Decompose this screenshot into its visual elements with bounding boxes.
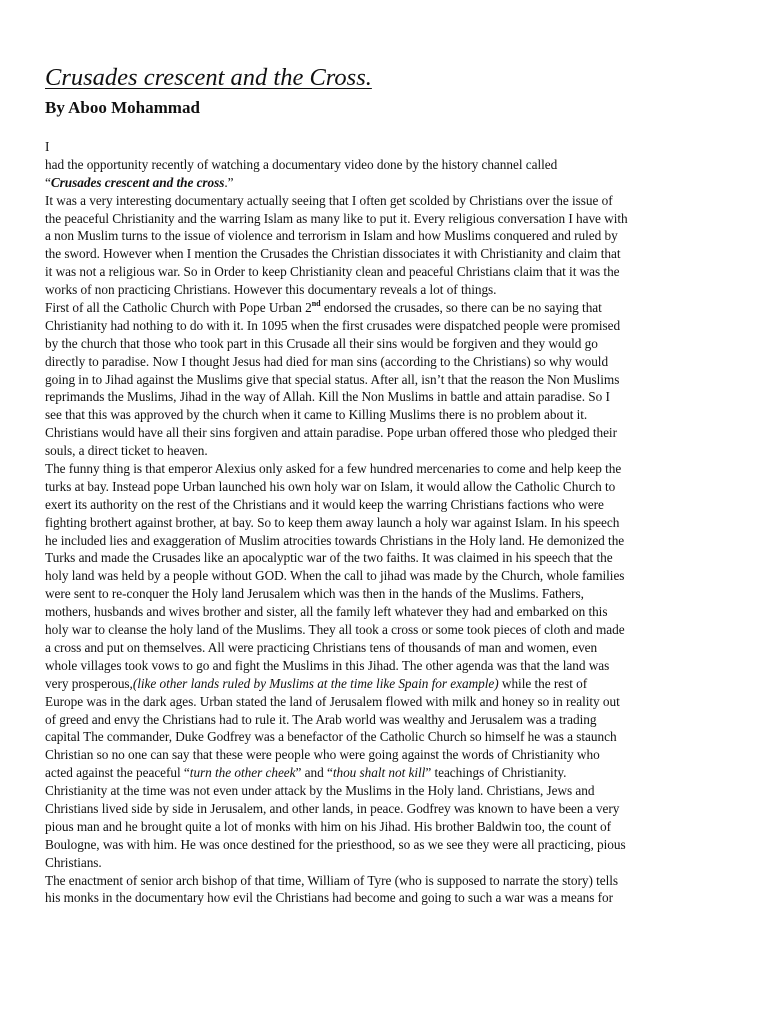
text-segment: while the rest of [498, 675, 588, 691]
text-line: mothers, husbands and wives brother and sister, all the family left whatever they had and embarked on this [45, 604, 608, 620]
drop-letter: I [45, 139, 50, 154]
text-line: Christianity at the time was not even under attack by the Muslims in the Holy land. Christians, Jews and [45, 783, 595, 799]
text-segment: First of all the Catholic Church with Pope Urban 2 [45, 300, 312, 316]
text-line: the sword. However when I mention the Crusades the Christian dissociates it with Christianity and claim that [45, 246, 621, 262]
text-segment: endorsed the crusades, so there can be no saying that [320, 300, 602, 316]
documentary-title: Crusades crescent and the cross [50, 174, 225, 190]
text-line: going in to Jihad against the Muslims give that special status. After all, isn’t that the reason the Non Muslims [45, 371, 620, 387]
text-line: works of non practicing Christians. However this documentary reveals a lot of things. [45, 282, 497, 298]
text-line: whole villages took vows to go and fight the Muslims in this Jihad. The other agenda was that the land was [45, 657, 610, 673]
text-line: capital The commander, Duke Godfrey was a benefactor of the Catholic Church so himself he was a staunch [45, 729, 617, 745]
text-segment: very prosperous, [45, 675, 133, 691]
text-line: Christians. [45, 854, 102, 870]
text-line: reprimands the Muslims, Jihad in the way of Allah. Kill the Non Muslims in battle and attain paradise. So I [45, 389, 610, 405]
text-line: Christian so no one can say that these were people who were going against the words of Christianity who [45, 747, 600, 763]
text-line: The enactment of senior arch bishop of that time, William of Tyre (who is supposed to narrate the story) tells [45, 872, 619, 888]
text-line [45, 299, 713, 317]
text-segment: acted against the peaceful “ [45, 765, 190, 781]
text-line: by the church that those who took part in this Crusade all their sins would be forgiven and they would go [45, 335, 598, 351]
author-byline: By Aboo Mohammad [45, 98, 200, 117]
text-line: the peaceful Christianity and the warring Islam as many like to put it. Every religious conversation I have with [45, 210, 628, 226]
text-line: pious man and he brought quite a lot of monks with him on his Jihad. His brother Baldwin too, the count of [45, 818, 612, 834]
text-line: Christians would have all their sins forgiven and attain paradise. Pope urban offered those who pledged their [45, 425, 617, 441]
document-page [45, 62, 713, 907]
text-line: his monks in the documentary how evil the Christians had become and going to such a war was a means for [45, 890, 613, 906]
documentary-title-line [45, 174, 713, 192]
text-line: The funny thing is that emperor Alexius only asked for a few hundred mercenaries to come and help keep the [45, 461, 622, 477]
text-line: fighting brothert against brother, at bay. So to keep them away launch a holy war against Islam. In his speech [45, 514, 620, 530]
text-segment: ” and “ [295, 765, 333, 781]
text-line: had the opportunity recently of watching a documentary video done by the history channel called [45, 156, 558, 172]
text-segment: ” teachings of Christianity. [425, 765, 567, 781]
text-line: a non Muslim turns to the issue of violence and terrorism in Islam and how Muslims conquered and ruled by [45, 228, 618, 244]
text-line: of greed and envy the Christians had to rule it. The Arab world was wealthy and Jerusalem was a trading [45, 711, 597, 727]
italic-aside: (like other lands ruled by Muslims at the time like Spain for example) [132, 675, 499, 691]
text-line: it was not a religious war. So in Order to keep Christianity clean and peaceful Christians claim that it was the [45, 264, 620, 280]
text-line: turks at bay. Instead pope Urban launched his own holy war on Islam, it would allow the Catholic Church to [45, 478, 616, 494]
italic-quote: turn the other cheek [189, 765, 296, 781]
text-line [45, 675, 713, 693]
ordinal-superscript: nd [311, 299, 321, 309]
text-line: souls, a direct ticket to heaven. [45, 443, 208, 459]
text-line: Christians lived side by side in Jerusalem, and other lands, in peace. Godfrey was known to have been a very [45, 800, 620, 816]
text-line: It was a very interesting documentary actually seeing that I often get scolded by Christians over the issue of [45, 192, 613, 208]
text-line: directly to paradise. Now I thought Jesus had died for man sins (according to the Christians) so why would [45, 353, 609, 369]
text-line: holy war to cleanse the holy land of the Muslims. They all took a cross or some took pieces of cloth and made [45, 622, 625, 638]
text-line: see that this was approved by the church when it came to Killing Muslims there is no problem about it. [45, 407, 588, 423]
text-line: Turks and made the Crusades like an apocalyptic war of the two faiths. It was claimed in his speech that the [45, 550, 613, 566]
document-body [45, 138, 713, 907]
text-line: holy land was held by a people without GOD. When the call to jihad was made by the Church, whole families [45, 568, 625, 584]
italic-quote: thou shalt not kill [332, 765, 426, 781]
text-line: Christianity had nothing to do with it. In 1095 when the first crusades were dispatched people were promised [45, 317, 621, 333]
text-line: he included lies and exaggeration of Muslim atrocities towards Christians in the Holy land. He demonized the [45, 532, 625, 548]
text-line: a cross and put on themselves. All were practicing Christians tens of thousands of man and women, even [45, 639, 598, 655]
quote-mark: “ [45, 174, 51, 190]
quote-mark: .” [224, 174, 234, 190]
text-line: Boulogne, was with him. He was once destined for the priesthood, so as we see they were all practicing, pious [45, 836, 626, 852]
text-line: exert its authority on the rest of the Christians and it would keep the warring Christians factions who were [45, 496, 604, 512]
text-line: were sent to re-conquer the Holy land Jerusalem which was then in the hands of the Muslims. Fathers, [45, 586, 584, 602]
text-line [45, 764, 713, 782]
text-line: Europe was in the dark ages. Urban stated the land of Jerusalem flowed with milk and honey so in reality out [45, 693, 620, 709]
document-title: Crusades crescent and the Cross. [45, 64, 372, 91]
